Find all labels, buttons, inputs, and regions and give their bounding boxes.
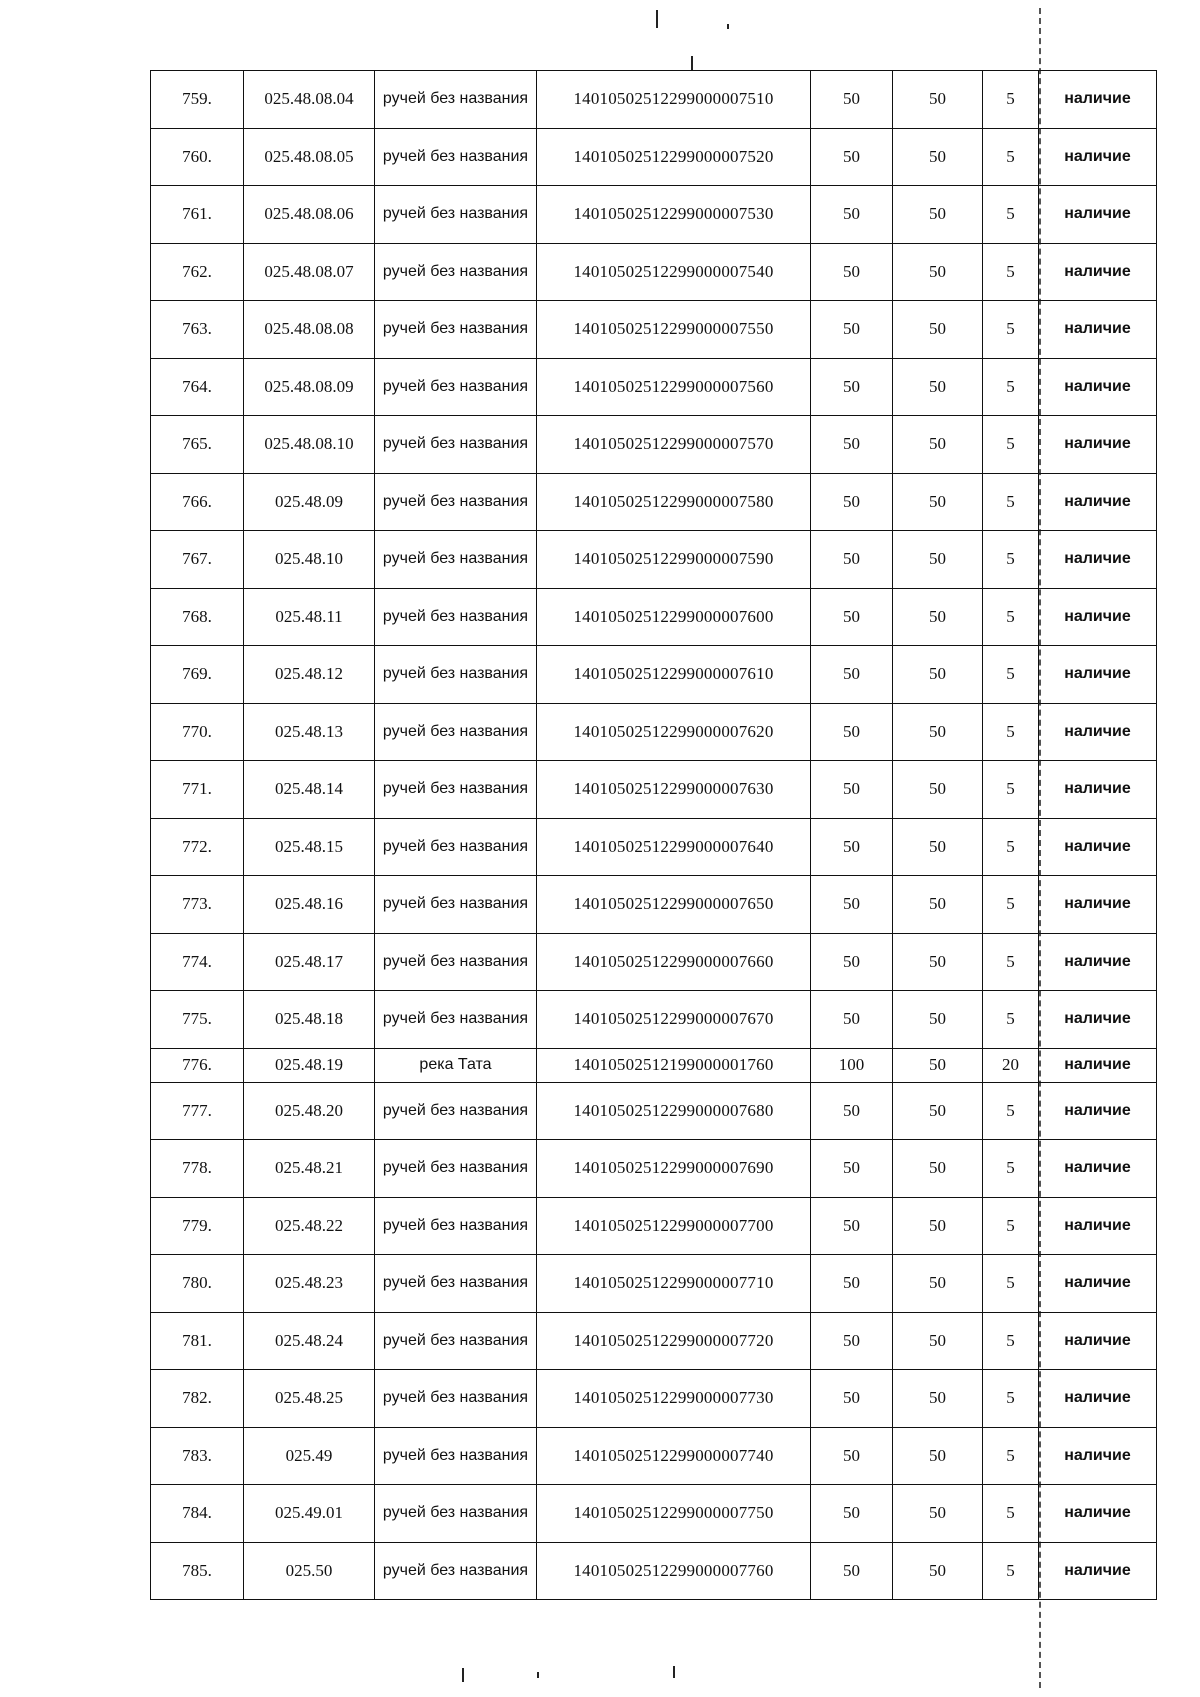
value-a-cell: 50: [811, 1312, 893, 1370]
status-cell: наличие: [1039, 128, 1157, 186]
value-c-cell: 5: [983, 588, 1039, 646]
table-row: [151, 301, 1157, 359]
value-a-cell: 50: [811, 1082, 893, 1140]
table-row: [151, 358, 1157, 416]
water-name-cell: ручей без названия: [375, 991, 537, 1049]
value-b-cell: 50: [893, 301, 983, 359]
value-b-cell: 50: [893, 1485, 983, 1543]
scan-mark: [656, 10, 658, 28]
value-c-cell: 5: [983, 818, 1039, 876]
value-c-cell: 5: [983, 1485, 1039, 1543]
registry-id-cell: 14010502512299000007730: [537, 1370, 811, 1428]
water-code-cell: 025.48.08.05: [244, 128, 375, 186]
value-c-cell: 5: [983, 1197, 1039, 1255]
value-a-cell: 50: [811, 1370, 893, 1428]
value-b-cell: 50: [893, 703, 983, 761]
water-code-cell: 025.48.11: [244, 588, 375, 646]
water-bodies-table: [150, 70, 1157, 1600]
value-a-cell: 50: [811, 416, 893, 474]
value-b-cell: 50: [893, 991, 983, 1049]
registry-id-cell: 14010502512299000007670: [537, 991, 811, 1049]
row-number-cell: 761.: [151, 186, 244, 244]
row-number-cell: 764.: [151, 358, 244, 416]
value-b-cell: 50: [893, 1082, 983, 1140]
status-cell: наличие: [1039, 761, 1157, 819]
status-cell: наличие: [1039, 588, 1157, 646]
value-a-cell: 50: [811, 646, 893, 704]
value-a-cell: 50: [811, 243, 893, 301]
registry-id-cell: 14010502512299000007710: [537, 1255, 811, 1313]
status-cell: наличие: [1039, 1485, 1157, 1543]
value-a-cell: 50: [811, 1542, 893, 1600]
value-a-cell: 50: [811, 1427, 893, 1485]
table-row: [151, 1312, 1157, 1370]
value-a-cell: 50: [811, 761, 893, 819]
scan-mark: [727, 24, 729, 29]
table-body: [151, 71, 1157, 1600]
table-row: [151, 416, 1157, 474]
registry-id-cell: 14010502512299000007510: [537, 71, 811, 129]
row-number-cell: 768.: [151, 588, 244, 646]
row-number-cell: 769.: [151, 646, 244, 704]
status-cell: наличие: [1039, 71, 1157, 129]
value-c-cell: 5: [983, 128, 1039, 186]
status-cell: наличие: [1039, 991, 1157, 1049]
row-number-cell: 770.: [151, 703, 244, 761]
row-number-cell: 784.: [151, 1485, 244, 1543]
row-number-cell: 759.: [151, 71, 244, 129]
water-name-cell: ручей без названия: [375, 71, 537, 129]
registry-id-cell: 14010502512299000007760: [537, 1542, 811, 1600]
table-row: [151, 1485, 1157, 1543]
row-number-cell: 779.: [151, 1197, 244, 1255]
value-b-cell: 50: [893, 1140, 983, 1198]
registry-id-cell: 14010502512299000007690: [537, 1140, 811, 1198]
water-name-cell: ручей без названия: [375, 1542, 537, 1600]
value-c-cell: 5: [983, 1370, 1039, 1428]
value-b-cell: 50: [893, 473, 983, 531]
registry-id-cell: 14010502512299000007590: [537, 531, 811, 589]
water-name-cell: ручей без названия: [375, 358, 537, 416]
table-row: [151, 531, 1157, 589]
value-b-cell: 50: [893, 1427, 983, 1485]
water-code-cell: 025.50: [244, 1542, 375, 1600]
row-number-cell: 785.: [151, 1542, 244, 1600]
value-a-cell: 50: [811, 933, 893, 991]
water-code-cell: 025.48.08.08: [244, 301, 375, 359]
value-a-cell: 50: [811, 1255, 893, 1313]
table-row: [151, 761, 1157, 819]
value-c-cell: 5: [983, 703, 1039, 761]
value-b-cell: 50: [893, 933, 983, 991]
scan-mark: [691, 56, 693, 70]
value-c-cell: 5: [983, 531, 1039, 589]
registry-id-cell: 14010502512299000007580: [537, 473, 811, 531]
status-cell: наличие: [1039, 1082, 1157, 1140]
value-c-cell: 5: [983, 1312, 1039, 1370]
value-c-cell: 5: [983, 1255, 1039, 1313]
row-number-cell: 778.: [151, 1140, 244, 1198]
value-c-cell: 5: [983, 71, 1039, 129]
value-c-cell: 5: [983, 876, 1039, 934]
value-a-cell: 50: [811, 71, 893, 129]
registry-id-cell: 14010502512299000007750: [537, 1485, 811, 1543]
table-row: [151, 876, 1157, 934]
table-row: [151, 473, 1157, 531]
registry-id-cell: 14010502512299000007700: [537, 1197, 811, 1255]
water-name-cell: ручей без названия: [375, 301, 537, 359]
water-code-cell: 025.48.08.10: [244, 416, 375, 474]
water-name-cell: река Тата: [375, 1048, 537, 1082]
value-b-cell: 50: [893, 646, 983, 704]
status-cell: наличие: [1039, 1427, 1157, 1485]
status-cell: наличие: [1039, 1312, 1157, 1370]
water-name-cell: ручей без названия: [375, 1427, 537, 1485]
table-row: [151, 1197, 1157, 1255]
water-code-cell: 025.48.09: [244, 473, 375, 531]
table-row: [151, 818, 1157, 876]
water-name-cell: ручей без названия: [375, 1197, 537, 1255]
value-b-cell: 50: [893, 416, 983, 474]
value-c-cell: 5: [983, 358, 1039, 416]
value-b-cell: 50: [893, 358, 983, 416]
scan-mark: [537, 1672, 539, 1678]
water-code-cell: 025.48.15: [244, 818, 375, 876]
value-b-cell: 50: [893, 186, 983, 244]
value-c-cell: 5: [983, 761, 1039, 819]
registry-id-cell: 14010502512299000007660: [537, 933, 811, 991]
status-cell: наличие: [1039, 473, 1157, 531]
water-code-cell: 025.48.22: [244, 1197, 375, 1255]
table-row: [151, 1255, 1157, 1313]
value-a-cell: 50: [811, 876, 893, 934]
water-code-cell: 025.48.08.09: [244, 358, 375, 416]
registry-id-cell: 14010502512299000007570: [537, 416, 811, 474]
value-c-cell: 5: [983, 186, 1039, 244]
table-row: [151, 1370, 1157, 1428]
row-number-cell: 767.: [151, 531, 244, 589]
registry-id-cell: 14010502512299000007520: [537, 128, 811, 186]
status-cell: наличие: [1039, 358, 1157, 416]
water-code-cell: 025.48.12: [244, 646, 375, 704]
status-cell: наличие: [1039, 818, 1157, 876]
registry-id-cell: 14010502512299000007630: [537, 761, 811, 819]
registry-id-cell: 14010502512299000007600: [537, 588, 811, 646]
water-code-cell: 025.48.08.07: [244, 243, 375, 301]
row-number-cell: 771.: [151, 761, 244, 819]
water-code-cell: 025.48.10: [244, 531, 375, 589]
table-row: [151, 71, 1157, 129]
value-c-cell: 5: [983, 1542, 1039, 1600]
value-b-cell: 50: [893, 531, 983, 589]
table-row: [151, 1048, 1157, 1082]
value-a-cell: 50: [811, 1140, 893, 1198]
water-name-cell: ручей без названия: [375, 818, 537, 876]
water-name-cell: ручей без названия: [375, 1082, 537, 1140]
row-number-cell: 774.: [151, 933, 244, 991]
water-name-cell: ручей без названия: [375, 703, 537, 761]
table-row: [151, 128, 1157, 186]
row-number-cell: 780.: [151, 1255, 244, 1313]
status-cell: наличие: [1039, 531, 1157, 589]
value-a-cell: 50: [811, 818, 893, 876]
status-cell: наличие: [1039, 301, 1157, 359]
registry-id-cell: 14010502512299000007620: [537, 703, 811, 761]
value-a-cell: 50: [811, 991, 893, 1049]
water-code-cell: 025.48.16: [244, 876, 375, 934]
water-name-cell: ручей без названия: [375, 1140, 537, 1198]
value-b-cell: 50: [893, 243, 983, 301]
value-b-cell: 50: [893, 1542, 983, 1600]
value-c-cell: 20: [983, 1048, 1039, 1082]
status-cell: наличие: [1039, 876, 1157, 934]
status-cell: наличие: [1039, 416, 1157, 474]
value-b-cell: 50: [893, 761, 983, 819]
row-number-cell: 776.: [151, 1048, 244, 1082]
registry-id-cell: 14010502512299000007530: [537, 186, 811, 244]
status-cell: наличие: [1039, 1542, 1157, 1600]
value-c-cell: 5: [983, 301, 1039, 359]
value-c-cell: 5: [983, 646, 1039, 704]
table-row: [151, 703, 1157, 761]
water-code-cell: 025.48.20: [244, 1082, 375, 1140]
row-number-cell: 765.: [151, 416, 244, 474]
row-number-cell: 766.: [151, 473, 244, 531]
value-c-cell: 5: [983, 933, 1039, 991]
value-a-cell: 50: [811, 186, 893, 244]
row-number-cell: 783.: [151, 1427, 244, 1485]
registry-id-cell: 14010502512299000007640: [537, 818, 811, 876]
value-b-cell: 50: [893, 128, 983, 186]
row-number-cell: 773.: [151, 876, 244, 934]
registry-id-cell: 14010502512299000007540: [537, 243, 811, 301]
row-number-cell: 782.: [151, 1370, 244, 1428]
water-name-cell: ручей без названия: [375, 243, 537, 301]
status-cell: наличие: [1039, 933, 1157, 991]
registry-id-cell: 14010502512299000007550: [537, 301, 811, 359]
value-c-cell: 5: [983, 243, 1039, 301]
row-number-cell: 763.: [151, 301, 244, 359]
water-name-cell: ручей без названия: [375, 186, 537, 244]
status-cell: наличие: [1039, 1140, 1157, 1198]
water-code-cell: 025.48.08.06: [244, 186, 375, 244]
status-cell: наличие: [1039, 1048, 1157, 1082]
row-number-cell: 760.: [151, 128, 244, 186]
value-a-cell: 100: [811, 1048, 893, 1082]
table-row: [151, 991, 1157, 1049]
table-row: [151, 1140, 1157, 1198]
status-cell: наличие: [1039, 1370, 1157, 1428]
water-name-cell: ручей без названия: [375, 588, 537, 646]
value-c-cell: 5: [983, 473, 1039, 531]
water-name-cell: ручей без названия: [375, 761, 537, 819]
value-c-cell: 5: [983, 1140, 1039, 1198]
water-code-cell: 025.48.14: [244, 761, 375, 819]
value-a-cell: 50: [811, 358, 893, 416]
value-a-cell: 50: [811, 531, 893, 589]
value-b-cell: 50: [893, 588, 983, 646]
table-row: [151, 1427, 1157, 1485]
value-a-cell: 50: [811, 1485, 893, 1543]
table-row: [151, 186, 1157, 244]
water-name-cell: ручей без названия: [375, 646, 537, 704]
water-code-cell: 025.48.08.04: [244, 71, 375, 129]
table-row: [151, 933, 1157, 991]
registry-id-cell: 14010502512299000007740: [537, 1427, 811, 1485]
table-row: [151, 646, 1157, 704]
value-c-cell: 5: [983, 991, 1039, 1049]
registry-id-cell: 14010502512299000007680: [537, 1082, 811, 1140]
water-code-cell: 025.48.17: [244, 933, 375, 991]
water-code-cell: 025.48.13: [244, 703, 375, 761]
value-c-cell: 5: [983, 1427, 1039, 1485]
value-b-cell: 50: [893, 1255, 983, 1313]
water-code-cell: 025.48.18: [244, 991, 375, 1049]
table-row: [151, 1082, 1157, 1140]
water-name-cell: ручей без названия: [375, 876, 537, 934]
status-cell: наличие: [1039, 1255, 1157, 1313]
value-c-cell: 5: [983, 1082, 1039, 1140]
row-number-cell: 762.: [151, 243, 244, 301]
water-name-cell: ручей без названия: [375, 416, 537, 474]
value-a-cell: 50: [811, 588, 893, 646]
status-cell: наличие: [1039, 1197, 1157, 1255]
water-name-cell: ручей без названия: [375, 1485, 537, 1543]
table-row: [151, 243, 1157, 301]
scan-mark: [673, 1666, 675, 1678]
value-a-cell: 50: [811, 473, 893, 531]
registry-id-cell: 14010502512299000007610: [537, 646, 811, 704]
value-a-cell: 50: [811, 1197, 893, 1255]
value-c-cell: 5: [983, 416, 1039, 474]
value-b-cell: 50: [893, 876, 983, 934]
status-cell: наличие: [1039, 703, 1157, 761]
water-code-cell: 025.49.01: [244, 1485, 375, 1543]
table-row: [151, 1542, 1157, 1600]
value-a-cell: 50: [811, 703, 893, 761]
status-cell: наличие: [1039, 646, 1157, 704]
registry-id-cell: 14010502512199000001760: [537, 1048, 811, 1082]
row-number-cell: 777.: [151, 1082, 244, 1140]
status-cell: наличие: [1039, 243, 1157, 301]
registry-id-cell: 14010502512299000007560: [537, 358, 811, 416]
water-code-cell: 025.48.23: [244, 1255, 375, 1313]
water-name-cell: ручей без названия: [375, 1370, 537, 1428]
water-code-cell: 025.48.25: [244, 1370, 375, 1428]
scan-mark: [462, 1668, 464, 1682]
value-b-cell: 50: [893, 1312, 983, 1370]
status-cell: наличие: [1039, 186, 1157, 244]
row-number-cell: 772.: [151, 818, 244, 876]
value-b-cell: 50: [893, 1197, 983, 1255]
value-b-cell: 50: [893, 71, 983, 129]
registry-id-cell: 14010502512299000007650: [537, 876, 811, 934]
water-code-cell: 025.48.21: [244, 1140, 375, 1198]
registry-id-cell: 14010502512299000007720: [537, 1312, 811, 1370]
water-name-cell: ручей без названия: [375, 531, 537, 589]
water-code-cell: 025.48.24: [244, 1312, 375, 1370]
water-name-cell: ручей без названия: [375, 1312, 537, 1370]
table-row: [151, 588, 1157, 646]
value-b-cell: 50: [893, 1370, 983, 1428]
water-name-cell: ручей без названия: [375, 473, 537, 531]
water-code-cell: 025.49: [244, 1427, 375, 1485]
value-b-cell: 50: [893, 1048, 983, 1082]
row-number-cell: 775.: [151, 991, 244, 1049]
value-b-cell: 50: [893, 818, 983, 876]
value-a-cell: 50: [811, 301, 893, 359]
value-a-cell: 50: [811, 128, 893, 186]
water-code-cell: 025.48.19: [244, 1048, 375, 1082]
water-name-cell: ручей без названия: [375, 1255, 537, 1313]
row-number-cell: 781.: [151, 1312, 244, 1370]
water-name-cell: ручей без названия: [375, 128, 537, 186]
water-name-cell: ручей без названия: [375, 933, 537, 991]
